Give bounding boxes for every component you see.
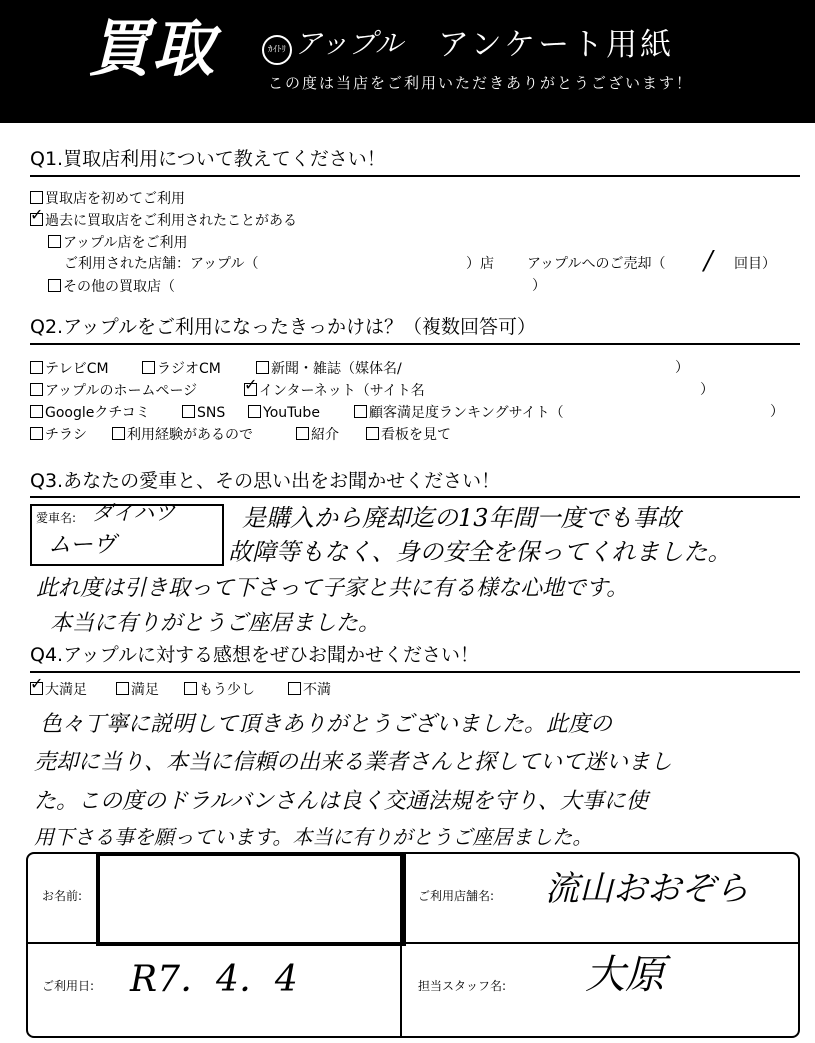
checkbox[interactable] bbox=[288, 682, 301, 695]
checkbox[interactable] bbox=[112, 427, 125, 440]
store-value: 流山おおぞら bbox=[545, 869, 749, 909]
header-banner bbox=[0, 0, 815, 123]
q2-option-ranking[interactable]: 顧客満足度ランキングサイト（ bbox=[354, 405, 564, 420]
q2-option-internet[interactable]: ✓ インターネット（サイト名 bbox=[244, 383, 425, 398]
checkbox[interactable] bbox=[354, 405, 367, 418]
checkbox[interactable] bbox=[48, 235, 61, 248]
checkbox[interactable] bbox=[30, 427, 43, 440]
checkbox[interactable] bbox=[248, 405, 261, 418]
checkbox[interactable] bbox=[116, 682, 129, 695]
q4-option-dissatisfied[interactable]: 不満 bbox=[288, 682, 331, 697]
header-title: 買取 bbox=[88, 12, 217, 85]
memory-line-3: 此れ度は引き取って下さって子家と共に有る様な心地です。 bbox=[36, 576, 629, 601]
checkbox[interactable] bbox=[48, 279, 61, 292]
q1-other-close: ） bbox=[532, 278, 546, 294]
q1-store-suffix: ）店 bbox=[466, 256, 494, 272]
apple-logo-icon: ｶｲﾄﾘ bbox=[262, 35, 292, 65]
checkbox-checked[interactable] bbox=[30, 682, 43, 695]
q2-underline bbox=[30, 343, 800, 345]
q2-option-tvcm[interactable]: テレビCM bbox=[30, 361, 109, 376]
q1-option-past[interactable]: ✓過去に買取店をご利用されたことがある bbox=[30, 213, 297, 228]
q1-option-first[interactable]: 買取店を初めてご利用 bbox=[30, 191, 185, 206]
date-value: R7．4．4 bbox=[130, 959, 298, 1000]
q2-option-sns[interactable]: SNS bbox=[182, 405, 225, 420]
checkbox-checked[interactable] bbox=[244, 383, 257, 396]
q4-option-satisfied[interactable]: 満足 bbox=[116, 682, 159, 697]
checkbox[interactable] bbox=[30, 191, 43, 204]
checkbox[interactable] bbox=[366, 427, 379, 440]
q1-option-other[interactable]: その他の買取店（ bbox=[48, 279, 175, 294]
q1-store-prefix: ご利用された店舗：アップル（ bbox=[64, 256, 259, 272]
staff-label: 担当スタッフ名: bbox=[418, 979, 507, 993]
q1-sale-count-suffix: 回目） bbox=[734, 256, 776, 272]
checkbox[interactable] bbox=[142, 361, 155, 374]
checkbox[interactable] bbox=[30, 361, 43, 374]
checkbox[interactable] bbox=[296, 427, 309, 440]
q2-option-newspaper[interactable]: 新聞・雑誌（媒体名/ bbox=[256, 361, 402, 376]
q2-option-google[interactable]: Googleクチコミ bbox=[30, 405, 150, 420]
q4-option-very-satisfied[interactable]: ✓大満足 bbox=[30, 682, 87, 697]
thanks-message: この度は当店をご利用いただきありがとうございます！ bbox=[268, 74, 694, 92]
q3-title: Q3.あなたの愛車と、その思い出をお聞かせください！ bbox=[30, 470, 501, 492]
q2-close-3: ） bbox=[770, 404, 784, 420]
q1-title: Q1.買取店利用について教えてください！ bbox=[30, 148, 386, 170]
q2-close-2: ） bbox=[700, 382, 714, 398]
q2-option-radiocm[interactable]: ラジオCM bbox=[142, 361, 221, 376]
name-label: お名前: bbox=[42, 889, 83, 903]
survey-title: アンケート用紙 bbox=[438, 27, 675, 63]
comment-line-1: 色々丁寧に説明して頂きありがとうございました。此度の bbox=[40, 712, 613, 737]
q2-option-experience[interactable]: 利用経験があるので bbox=[112, 427, 253, 442]
q2-option-signboard[interactable]: 看板を見て bbox=[366, 427, 451, 442]
staff-value: 大原 bbox=[585, 952, 665, 998]
q1-underline bbox=[30, 175, 800, 177]
brand-name: アップル bbox=[294, 27, 403, 60]
q1-sale-count-label: アップルへのご売却（ bbox=[527, 256, 666, 272]
q2-option-flyer[interactable]: チラシ bbox=[30, 427, 87, 442]
q2-title: Q2.アップルをご利用になったきっかけは？（複数回答可） bbox=[30, 316, 536, 338]
store-label: ご利用店舗名: bbox=[418, 889, 495, 903]
checkbox-checked[interactable] bbox=[30, 213, 43, 226]
checkbox[interactable] bbox=[182, 405, 195, 418]
q4-title: Q4.アップルに対する感想をぜひお聞かせください！ bbox=[30, 644, 479, 666]
comment-line-4: 用下さる事を願っています。本当に有りがとうご座居ました。 bbox=[34, 825, 593, 849]
checkbox[interactable] bbox=[30, 383, 43, 396]
car-maker: ダイハツ bbox=[92, 501, 176, 525]
q2-option-youtube[interactable]: YouTube bbox=[248, 405, 320, 420]
memory-line-4: 本当に有りがとうご座居ました。 bbox=[50, 611, 381, 636]
date-label: ご利用日: bbox=[42, 979, 95, 993]
q4-underline bbox=[30, 671, 800, 673]
memory-line-1: 是購入から廃却迄の13年間一度でも事故 bbox=[242, 504, 681, 532]
comment-line-3: た。この度のドラルバンさんは良く交通法規を守り、大事に使 bbox=[34, 789, 648, 814]
comment-line-2: 売却に当り、本当に信頼の出来る業者さんと探していて迷いまし bbox=[34, 750, 673, 775]
q2-option-homepage[interactable]: アップルのホームページ bbox=[30, 383, 197, 398]
memory-line-2: 故障等もなく、身の安全を保ってくれました。 bbox=[228, 538, 732, 566]
checkbox[interactable] bbox=[30, 405, 43, 418]
q1-sale-count-value: / bbox=[704, 246, 713, 276]
q3-underline bbox=[30, 496, 800, 498]
q1-option-apple[interactable]: アップル店をご利用 bbox=[48, 235, 187, 250]
q2-option-referral[interactable]: 紹介 bbox=[296, 427, 339, 442]
q2-close-1: ） bbox=[675, 360, 689, 376]
checkbox[interactable] bbox=[184, 682, 197, 695]
car-model: ムーヴ bbox=[48, 532, 116, 558]
checkbox[interactable] bbox=[256, 361, 269, 374]
q4-option-bit-more[interactable]: もう少し bbox=[184, 682, 255, 697]
car-name-label: 愛車名: bbox=[36, 511, 77, 525]
name-redaction-box bbox=[96, 852, 406, 946]
